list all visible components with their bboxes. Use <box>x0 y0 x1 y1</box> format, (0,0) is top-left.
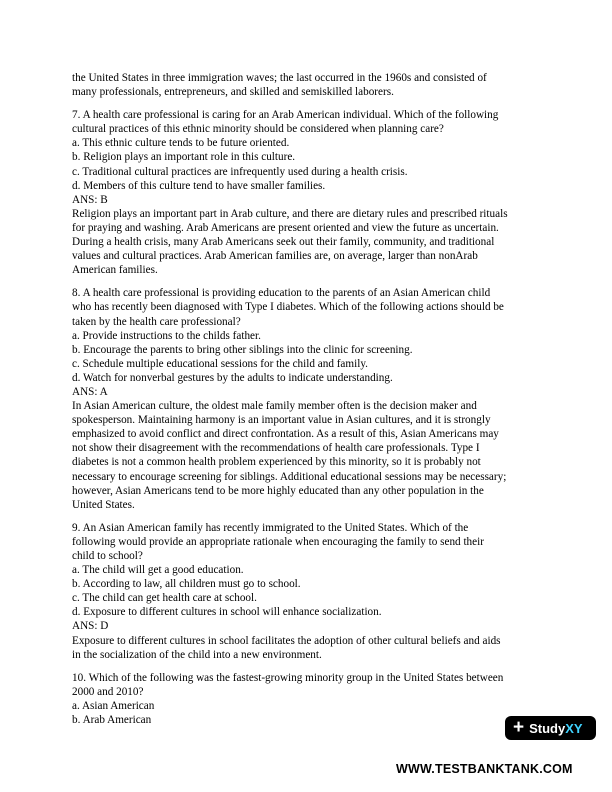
rationale-line: diabetes is not a common health problem experienced by this minority, so it is probably not <box>72 456 481 469</box>
question-block <box>72 286 548 512</box>
question-stem-line: following would provide an appropriate rationale when encouraging the family to send their <box>72 535 484 548</box>
badge-label <box>529 721 582 736</box>
answer-key: ANS: A <box>72 385 108 398</box>
question-block <box>72 108 548 277</box>
question-stem-line: who has recently been diagnosed with Type I diabetes. Which of the following actions should be <box>72 301 504 314</box>
rationale-line: not show their disagreement with the recommendations of health care professionals. Type I <box>72 442 480 455</box>
document-body <box>72 71 548 727</box>
answer-option: b. Arab American <box>72 714 152 727</box>
rationale-line: necessary to encourage screening for siblings. Additional educational sessions may be necessary; <box>72 470 507 483</box>
answer-option: d. Watch for nonverbal gestures by the adults to indicate understanding. <box>72 371 393 384</box>
answer-option: c. Traditional cultural practices are infrequently used during a health crisis. <box>72 165 408 178</box>
rationale-line: Religion plays an important part in Arab culture, and there are dietary rules and prescribed rituals <box>72 207 508 220</box>
rationale-line: values and cultural practices. Arab American families are, on average, larger than nonArab <box>72 250 478 263</box>
answer-key: ANS: D <box>72 620 109 633</box>
answer-option: a. Provide instructions to the childs father. <box>72 329 261 342</box>
rationale-line: During a health crisis, many Arab Americans seek out their family, community, and traditional <box>72 236 495 249</box>
question-block <box>72 671 548 727</box>
rationale-line: emphasized to avoid conflict and direct confrontation. As a result of this, Asian Americans may <box>72 428 499 441</box>
answer-key: ANS: B <box>72 193 108 206</box>
question-stem-line: cultural practices of this ethnic minority should be considered when planning care? <box>72 123 444 136</box>
rationale-line: however, Asian Americans tend to be more highly educated than any other population in the <box>72 484 484 497</box>
rationale-line: for praying and washing. Arab Americans are present oriented and view the future as uncertain. <box>72 221 499 234</box>
rationale-line: In Asian American culture, the oldest male family member often is the decision maker and <box>72 400 477 413</box>
question-stem-line: 2000 and 2010? <box>72 685 144 698</box>
badge-label-main: Study <box>529 720 566 736</box>
answer-option: d. Exposure to different cultures in school will enhance socialization. <box>72 606 382 619</box>
rationale-line: United States. <box>72 498 135 511</box>
plus-icon: + <box>513 717 525 738</box>
answer-option: b. According to law, all children must go to school. <box>72 578 301 591</box>
answer-option: a. Asian American <box>72 699 155 712</box>
intro-paragraph <box>72 71 548 99</box>
badge-label-accent: XY <box>565 720 583 736</box>
answer-option: a. The child will get a good education. <box>72 564 244 577</box>
rationale-line: Exposure to different cultures in school facilitates the adoption of other cultural beliefs and aids <box>72 634 501 647</box>
answer-option: b. Religion plays an important role in this culture. <box>72 151 296 164</box>
intro-line: the United States in three immigration waves; the last occurred in the 1960s and consisted of <box>72 72 487 84</box>
question-stem-line: 8. A health care professional is providing education to the parents of an Asian American child <box>72 287 491 300</box>
question-stem-line: 7. A health care professional is caring for an Arab American individual. Which of the following <box>72 109 499 122</box>
answer-option: c. The child can get health care at school. <box>72 592 257 605</box>
rationale-line: spokesperson. Maintaining harmony is an important value in Asian cultures, and it is strongly <box>72 414 491 427</box>
question-list <box>72 108 548 727</box>
studyxy-badge[interactable] <box>505 716 596 740</box>
answer-option: d. Members of this culture tend to have smaller families. <box>72 179 326 192</box>
intro-line: many professionals, entrepreneurs, and skilled and semiskilled laborers. <box>72 86 394 99</box>
footer-url[interactable]: WWW.TESTBANKTANK.COM <box>396 762 573 776</box>
question-stem-line: child to school? <box>72 550 143 562</box>
answer-option: c. Schedule multiple educational sessions for the child and family. <box>72 357 368 370</box>
question-stem-line: 9. An Asian American family has recently immigrated to the United States. Which of the <box>72 521 469 534</box>
rationale-line: in the socialization of the child into a new environment. <box>72 648 322 661</box>
question-block <box>72 521 548 662</box>
rationale-line: American families. <box>72 264 158 277</box>
answer-option: b. Encourage the parents to bring other siblings into the clinic for screening. <box>72 343 413 356</box>
answer-option: a. This ethnic culture tends to be future oriented. <box>72 137 290 150</box>
question-stem-line: 10. Which of the following was the fastest-growing minority group in the United States between <box>72 671 504 684</box>
question-stem-line: taken by the health care professional? <box>72 315 241 328</box>
